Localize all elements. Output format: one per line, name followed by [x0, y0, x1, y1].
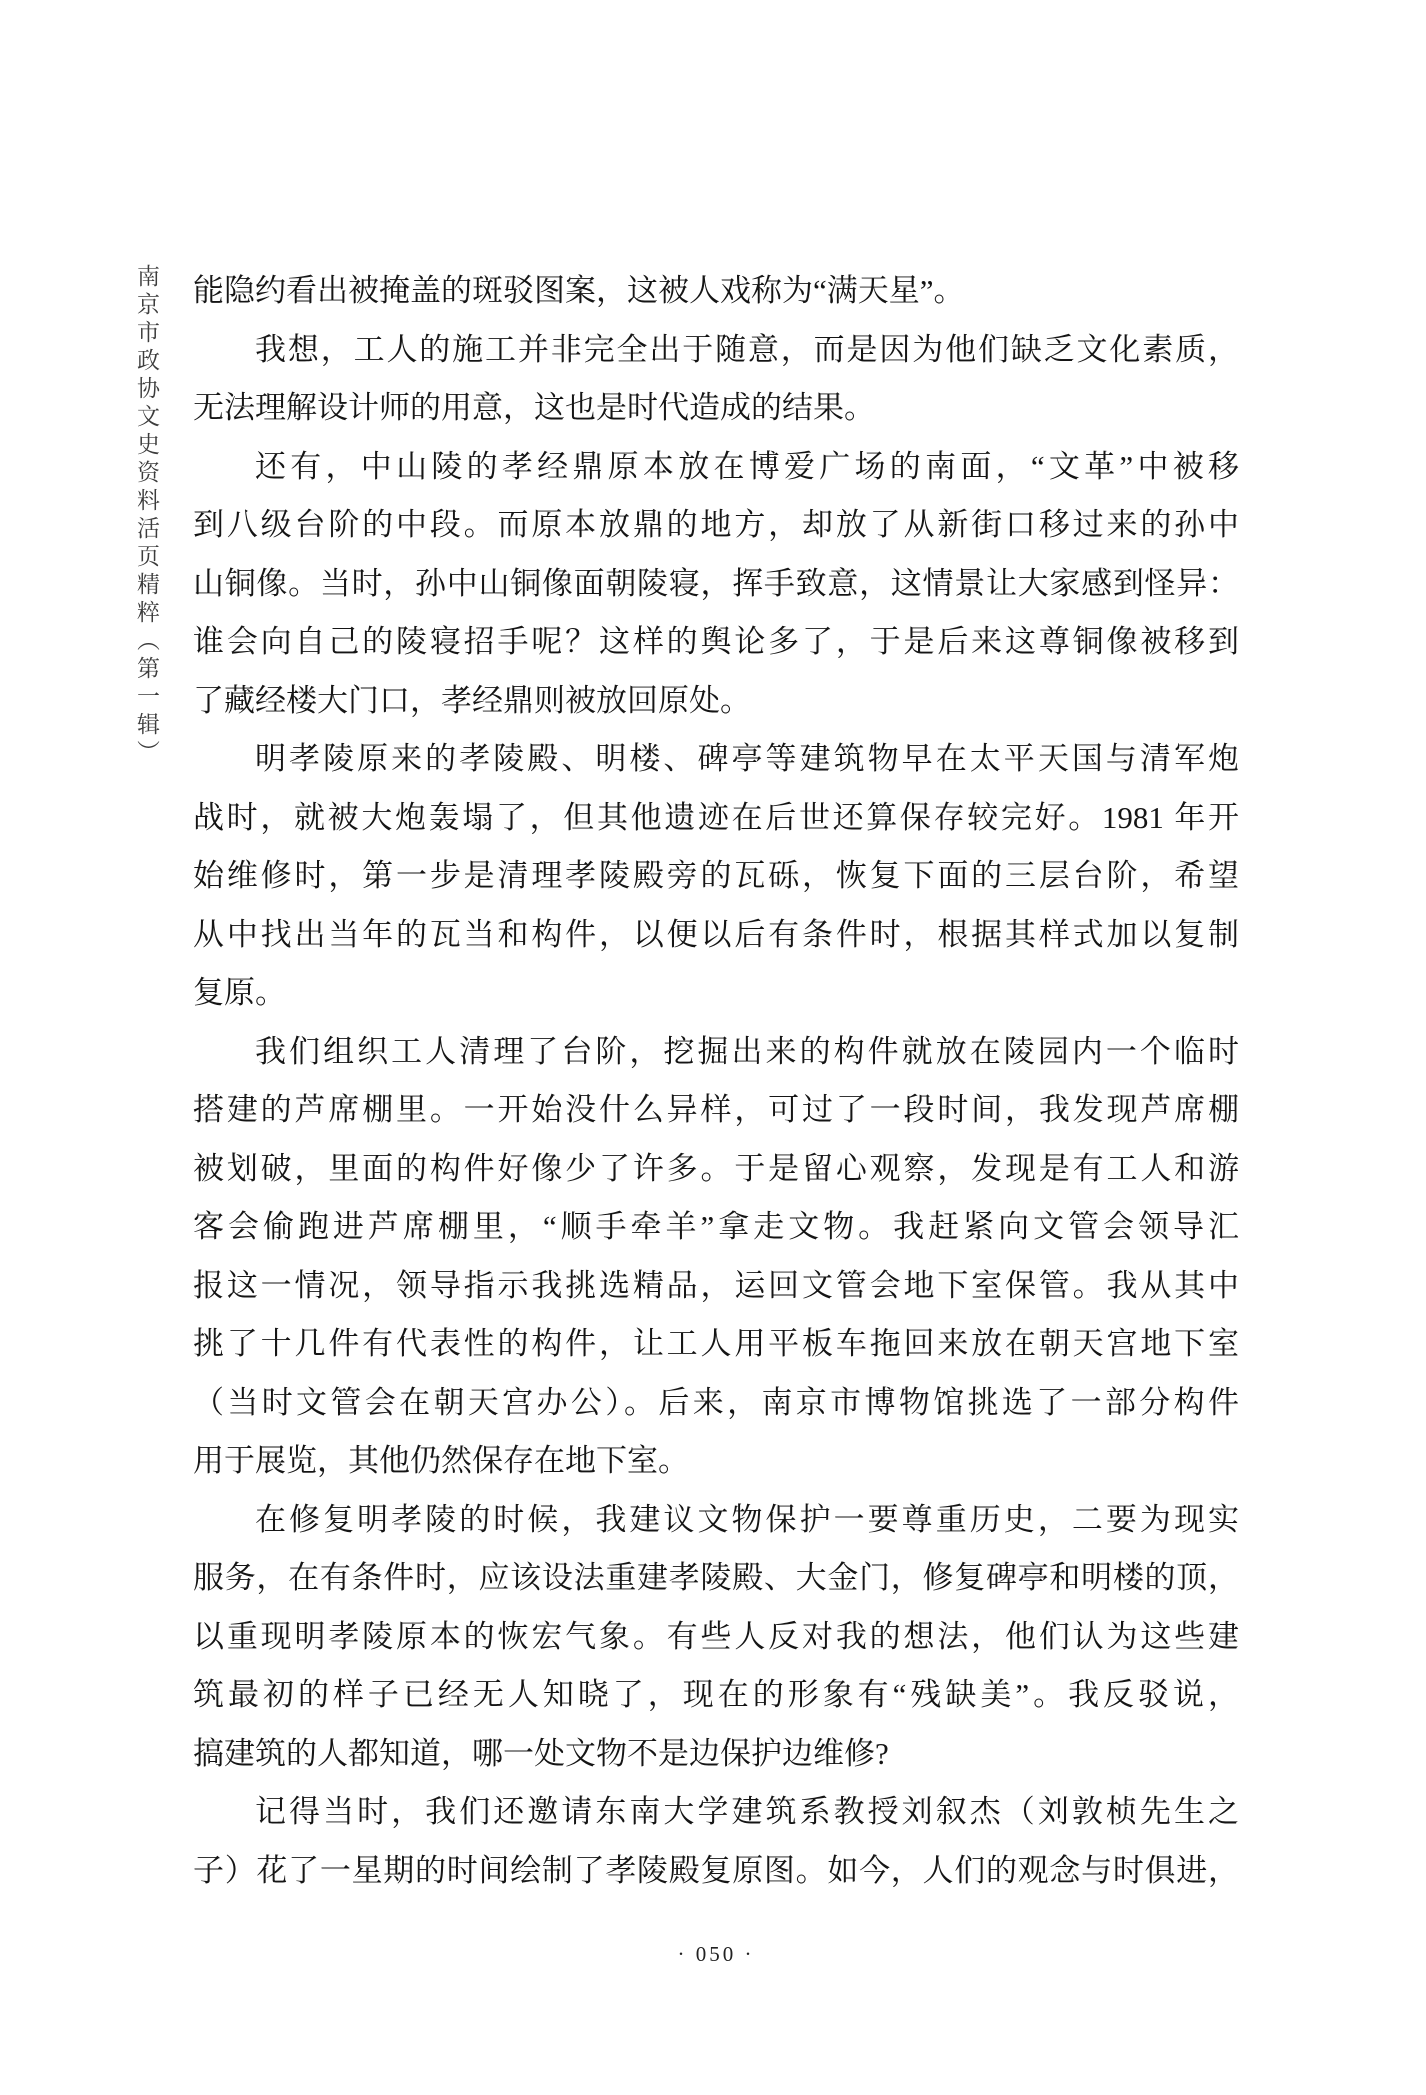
- text-line: 无法理解设计师的用意，这也是时代造成的结果。: [193, 390, 875, 425]
- text-line: 战时，就被大炮轰塌了，但其他遗迹在后世还算保存较完好。1981 年开: [193, 799, 1239, 835]
- text-line: 搞建筑的人都知道，哪一处文物不是边保护边维修?: [193, 1735, 889, 1771]
- text-line: 挑了十几件有代表性的构件，让工人用平板车拖回来放在朝天宫地下室: [193, 1326, 1239, 1361]
- text-line: 搭建的芦席棚里。一开始没什么异样，可过了一段时间，我发现芦席棚: [193, 1092, 1239, 1127]
- text-line: 还有，中山陵的孝经鼎原本放在博爱广场的南面，“文革”中被移: [255, 448, 1239, 484]
- text-line: 明孝陵原来的孝陵殿、明楼、碑亭等建筑物早在太平天国与清军炮: [255, 741, 1239, 776]
- text-line: 报这一情况，领导指示我挑选精品，运回文管会地下室保管。我从其中: [193, 1267, 1239, 1303]
- text-line: 被划破，里面的构件好像少了许多。于是留心观察，发现是有工人和游: [193, 1150, 1239, 1186]
- text-line: （当时文管会在朝天宫办公）。后来，南京市博物馆挑选了一部分构件: [193, 1384, 1239, 1420]
- page-number: · 050 ·: [677, 1942, 755, 1966]
- text-line: 山铜像。当时，孙中山铜像面朝陵寝，挥手致意，这情景让大家感到怪异：: [193, 565, 1239, 601]
- text-line: 复原。: [193, 975, 286, 1010]
- text-line: 筑最初的样子已经无人知晓了，现在的形象有“残缺美”。我反驳说，: [193, 1677, 1239, 1712]
- text-line: 从中找出当年的瓦当和构件，以便以后有条件时，根据其样式加以复制: [193, 916, 1239, 952]
- text-line: 能隐约看出被掩盖的斑驳图案，这被人戏称为“满天星”。: [193, 273, 965, 308]
- text-line: 用于展览，其他仍然保存在地下室。: [193, 1443, 689, 1478]
- text-line: 到八级台阶的中段。而原本放鼎的地方，却放了从新街口移过来的孙中: [193, 507, 1239, 542]
- text-line: 谁会向自己的陵寝招手呢？这样的舆论多了，于是后来这尊铜像被移到: [193, 624, 1239, 659]
- text-line: 子）花了一星期的时间绘制了孝陵殿复原图。如今，人们的观念与时俱进，: [193, 1852, 1239, 1888]
- text-line: 记得当时，我们还邀请东南大学建筑系教授刘叙杰（刘敦桢先生之: [255, 1794, 1239, 1829]
- text-line: 了藏经楼大门口，孝经鼎则被放回原处。: [193, 682, 751, 718]
- text-line: 我想，工人的施工并非完全出于随意，而是因为他们缺乏文化素质，: [255, 331, 1239, 367]
- text-line: 我们组织工人清理了台阶，挖掘出来的构件就放在陵园内一个临时: [255, 1033, 1239, 1069]
- body-text: [193, 262, 1239, 1900]
- text-line: 客会偷跑进芦席棚里，“顺手牵羊”拿走文物。我赶紧向文管会领导汇: [193, 1209, 1239, 1244]
- text-line: 在修复明孝陵的时候，我建议文物保护一要尊重历史，二要为现实: [255, 1501, 1239, 1537]
- text-line: 以重现明孝陵原本的恢宏气象。有些人反对我的想法，他们认为这些建: [193, 1618, 1239, 1654]
- margin-book-title: 南京市政协文史资料活页精粹（第一辑）: [134, 264, 159, 768]
- text-line: 始维修时，第一步是清理孝陵殿旁的瓦砾，恢复下面的三层台阶，希望: [193, 858, 1239, 893]
- text-line: 服务，在有条件时，应该设法重建孝陵殿、大金门，修复碑亭和明楼的顶，: [193, 1560, 1239, 1595]
